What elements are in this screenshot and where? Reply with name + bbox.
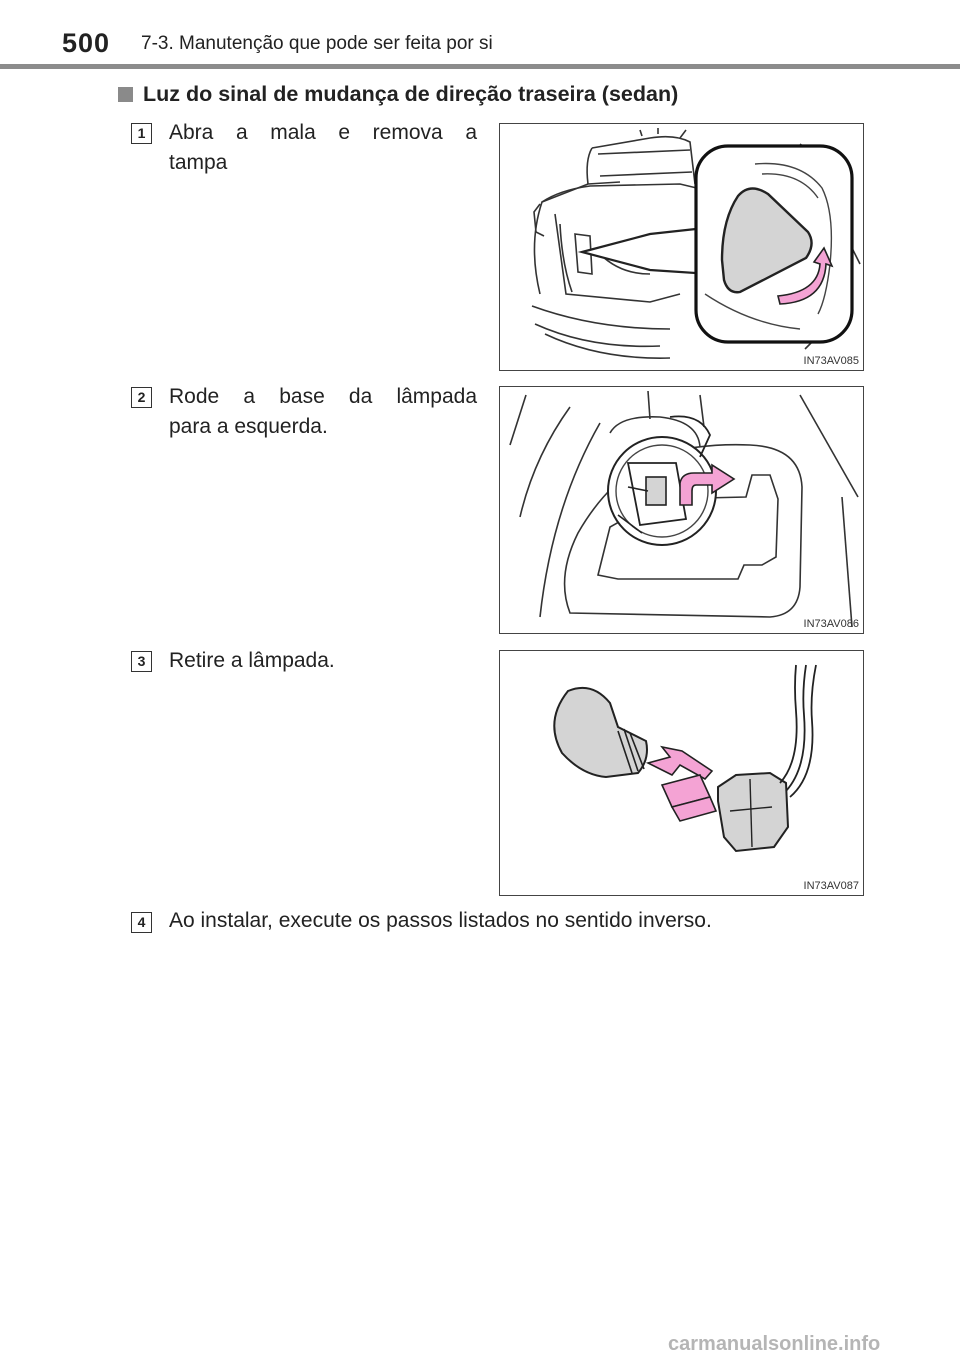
step-number-2: 2: [131, 387, 152, 408]
section-title: Luz do sinal de mudança de direção traseira (sedan): [143, 82, 679, 106]
remove-bulb-illustration: [500, 651, 863, 895]
trunk-cover-illustration: [500, 124, 863, 370]
figure-remove-bulb: [499, 650, 864, 896]
rotate-socket-illustration: [500, 387, 863, 633]
step-number-3: 3: [131, 651, 152, 672]
page-header: [0, 0, 960, 60]
step-2-text: [169, 382, 477, 442]
step-2-line-2: para a esquerda.: [169, 415, 328, 438]
figure-rotate-socket: [499, 386, 864, 634]
step-1-text: [169, 118, 477, 178]
figure-code-3: IN73AV087: [803, 880, 859, 892]
header-rule: [0, 64, 960, 69]
square-bullet-icon: [118, 87, 133, 102]
step-number-4: 4: [131, 912, 152, 933]
step-4-text: [169, 906, 849, 936]
figure-trunk-cover: [499, 123, 864, 371]
step-number-1: 1: [131, 123, 152, 144]
step-1-line-2: tampa: [169, 151, 228, 174]
step-3-text: [169, 646, 477, 676]
section-heading: [118, 82, 678, 107]
watermark: carmanualsonline.info: [668, 1333, 881, 1355]
step-2-line-1: Rode a base da lâmpada: [169, 385, 477, 408]
step-1-line-1: Abra a mala e remova a: [169, 121, 477, 144]
step-3-line-1: Retire a lâmpada.: [169, 649, 335, 672]
page-number: 500: [62, 28, 111, 58]
figure-code-1: IN73AV085: [803, 355, 859, 367]
figure-code-2: IN73AV086: [803, 618, 859, 630]
step-4-line-1: Ao instalar, execute os passos listados no sentido inverso.: [169, 909, 712, 932]
chapter-title: 7-3. Manutenção que pode ser feita por si: [141, 33, 493, 54]
